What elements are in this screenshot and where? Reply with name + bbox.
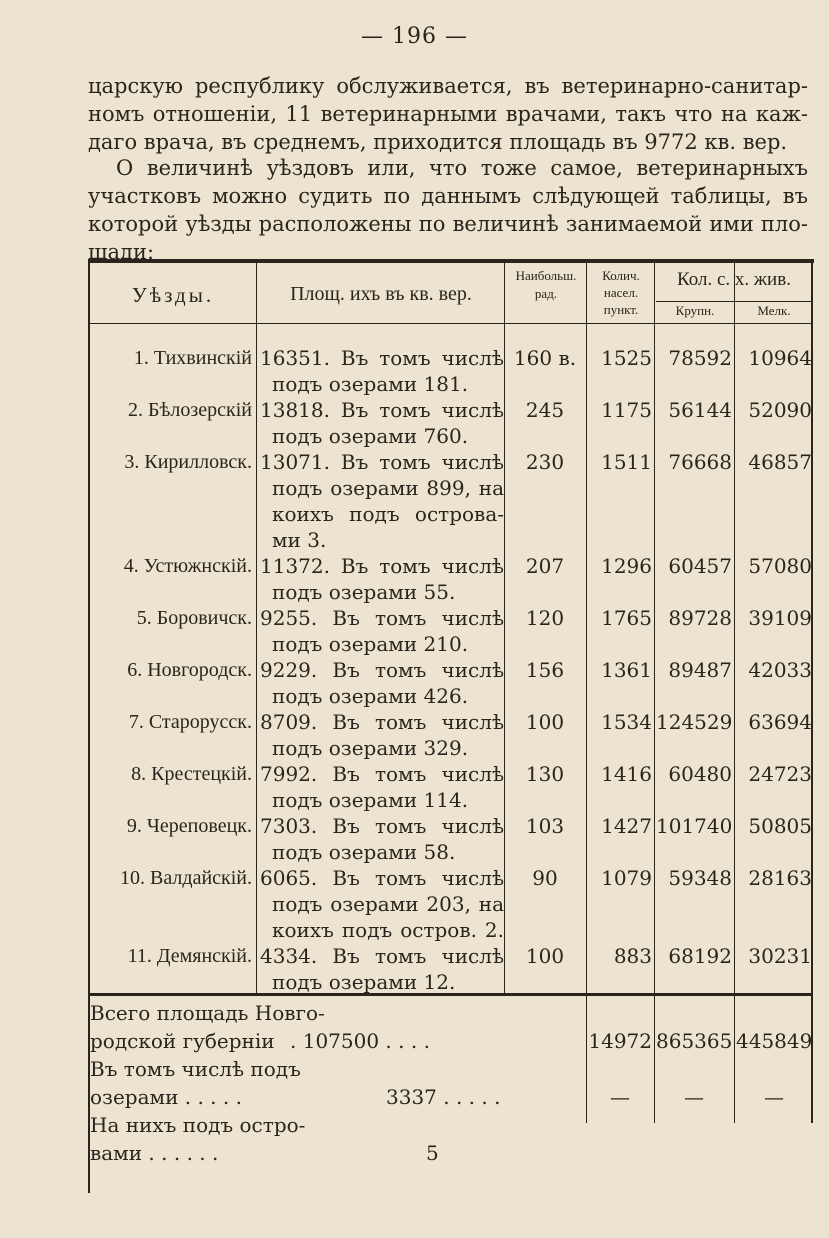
cell-radius: 100 bbox=[525, 944, 565, 968]
cell-area bbox=[260, 345, 504, 397]
cell-small: 39109 bbox=[748, 606, 812, 630]
totals-value: 5 bbox=[426, 1141, 439, 1165]
text-line: О величинѣ уѣздовъ или, что тоже самое, ветеринарныхъ bbox=[116, 156, 808, 180]
cell-radius: 120 bbox=[525, 606, 565, 630]
header-livestock: Кол. с. х. жив. bbox=[677, 269, 791, 290]
cell-uezd: 1. Тихвинскій bbox=[133, 347, 252, 369]
header-text: рад. bbox=[534, 286, 558, 301]
cell-area bbox=[260, 657, 504, 709]
cell-uezd: 9. Череповецк. bbox=[126, 815, 252, 837]
area-line: подъ озерами 55. bbox=[272, 580, 456, 604]
cell-radius: 130 bbox=[525, 762, 565, 786]
cell-uezd: 8. Крестецкій. bbox=[131, 763, 252, 785]
totals-line: Всего площадь Новго- bbox=[90, 1001, 325, 1025]
header-points bbox=[588, 267, 654, 318]
paragraph-1 bbox=[88, 72, 808, 156]
header-uezd: Уѣзды. bbox=[131, 283, 215, 307]
totals-line: озерами . . . . . bbox=[90, 1085, 242, 1109]
area-line: подъ озерами 210. bbox=[272, 632, 469, 656]
cell-points: 1427 bbox=[601, 814, 652, 838]
area-line: 7992. Въ томъ числѣ bbox=[260, 762, 504, 786]
cell-small: 10964 bbox=[748, 346, 812, 370]
area-line: подъ озерами 899, на bbox=[272, 476, 504, 500]
cell-small: 50805 bbox=[748, 814, 812, 838]
area-line: 13818. Въ томъ числѣ bbox=[260, 398, 504, 422]
cell-points: 1765 bbox=[601, 606, 652, 630]
area-line: 8709. Въ томъ числѣ bbox=[260, 710, 504, 734]
cell-large: 60457 bbox=[668, 554, 732, 578]
totals-line: вами . . . . . . bbox=[90, 1141, 219, 1165]
dash-large: — bbox=[684, 1085, 704, 1109]
cell-points: 1296 bbox=[601, 554, 652, 578]
cell-points: 1416 bbox=[601, 762, 652, 786]
cell-radius: 100 bbox=[525, 710, 565, 734]
header-text: Наибольш. bbox=[515, 268, 577, 283]
cell-uezd: 6. Новгородск. bbox=[127, 659, 252, 681]
text-line: даго врача, въ среднемъ, приходится площадь въ 9772 кв. вер. bbox=[88, 130, 788, 154]
area-line: подъ озерами 426. bbox=[272, 684, 469, 708]
area-line: коихъ подъ остров. 2. bbox=[272, 918, 504, 942]
area-line: 11372. Въ томъ числѣ bbox=[260, 554, 504, 578]
cell-small: 57080 bbox=[748, 554, 812, 578]
cell-area bbox=[260, 943, 504, 995]
cell-large: 101740 bbox=[656, 814, 733, 838]
cell-small: 42033 bbox=[748, 658, 812, 682]
cell-radius: 90 bbox=[532, 866, 558, 890]
area-line: 6065. Въ томъ числѣ bbox=[260, 866, 504, 890]
area-line: коихъ подъ острова- bbox=[272, 502, 504, 526]
cell-uezd: 7. Старорусск. bbox=[128, 711, 252, 733]
header-text: Колич. bbox=[602, 268, 640, 283]
cell-large: 68192 bbox=[668, 944, 732, 968]
cell-radius: 207 bbox=[525, 554, 565, 578]
text-line: номъ отношеніи, 11 ветеринарными врачами, такъ что на каж- bbox=[88, 102, 808, 126]
totals-value: . 107500 . . . . bbox=[290, 1029, 430, 1053]
area-line: 4334. Въ томъ числѣ bbox=[260, 944, 504, 968]
area-line: 13071. Въ томъ числѣ bbox=[260, 450, 504, 474]
cell-points: 1534 bbox=[601, 710, 652, 734]
cell-large: 56144 bbox=[668, 398, 732, 422]
cell-radius: 230 bbox=[525, 450, 565, 474]
header-radius bbox=[506, 267, 586, 303]
header-text: пункт. bbox=[603, 302, 639, 317]
cell-small: 28163 bbox=[748, 866, 812, 890]
cell-points: 1511 bbox=[601, 450, 652, 474]
header-large: Крупн. bbox=[675, 303, 715, 318]
cell-uezd: 5. Боровичск. bbox=[136, 607, 252, 629]
districts-table bbox=[88, 259, 814, 1193]
cell-large: 89487 bbox=[668, 658, 732, 682]
cell-uezd: 10. Валдайскій. bbox=[120, 867, 252, 889]
area-line: подъ озерами 760. bbox=[272, 424, 469, 448]
totals-small: 445849 bbox=[736, 1029, 813, 1053]
cell-area bbox=[260, 813, 504, 865]
totals-line: На нихъ подъ остро- bbox=[90, 1113, 306, 1137]
cell-points: 1525 bbox=[601, 346, 652, 370]
cell-area bbox=[260, 865, 504, 943]
column-divider bbox=[504, 263, 505, 993]
area-line: 16351. Въ томъ числѣ bbox=[260, 346, 504, 370]
totals-large: 865365 bbox=[656, 1029, 733, 1053]
totals-value: 3337 . . . . . bbox=[386, 1085, 501, 1109]
totals-line: родской губерніи bbox=[90, 1029, 275, 1053]
cell-radius: 103 bbox=[525, 814, 565, 838]
cell-large: 60480 bbox=[668, 762, 732, 786]
totals-points: 14972 bbox=[588, 1029, 652, 1053]
cell-small: 63694 bbox=[748, 710, 812, 734]
cell-area bbox=[260, 449, 504, 553]
area-line: подъ озерами 12. bbox=[272, 970, 456, 994]
header-text: насел. bbox=[603, 285, 639, 300]
area-line: 9255. Въ томъ числѣ bbox=[260, 606, 504, 630]
cell-points: 1175 bbox=[601, 398, 652, 422]
cell-uezd: 3. Кирилловск. bbox=[124, 451, 252, 473]
text-line: участковъ можно судить по даннымъ слѣдующей таблицы, въ bbox=[88, 184, 808, 208]
cell-radius: 245 bbox=[525, 398, 565, 422]
cell-radius: 156 bbox=[525, 658, 565, 682]
area-line: 7303. Въ томъ числѣ bbox=[260, 814, 504, 838]
header-area: Площ. ихъ въ кв. вер. bbox=[290, 283, 472, 305]
cell-large: 59348 bbox=[668, 866, 732, 890]
dash-small: — bbox=[764, 1085, 784, 1109]
text-line: щади: bbox=[88, 240, 155, 264]
cell-radius: 160 в. bbox=[513, 346, 577, 370]
text-line: которой уѣзды расположены по величинѣ занимаемой ими пло- bbox=[88, 212, 808, 236]
page-number: — 196 — bbox=[361, 24, 468, 49]
cell-large: 124529 bbox=[656, 710, 733, 734]
cell-area bbox=[260, 761, 504, 813]
cell-points: 883 bbox=[613, 944, 652, 968]
cell-large: 78592 bbox=[668, 346, 732, 370]
cell-area bbox=[260, 397, 504, 449]
cell-uezd: 4. Устюжнскій. bbox=[123, 555, 252, 577]
cell-area bbox=[260, 605, 504, 657]
header-subrule bbox=[656, 301, 812, 302]
cell-large: 76668 bbox=[668, 450, 732, 474]
header-rule bbox=[90, 323, 812, 324]
column-divider bbox=[256, 263, 257, 993]
cell-small: 46857 bbox=[748, 450, 812, 474]
dash-points: — bbox=[610, 1085, 630, 1109]
cell-points: 1079 bbox=[601, 866, 652, 890]
totals-line: Въ томъ числѣ подъ bbox=[90, 1057, 301, 1081]
cell-small: 52090 bbox=[748, 398, 812, 422]
area-line: 9229. Въ томъ числѣ bbox=[260, 658, 504, 682]
header-small: Мелк. bbox=[757, 303, 791, 318]
cell-small: 24723 bbox=[748, 762, 812, 786]
cell-large: 89728 bbox=[668, 606, 732, 630]
area-line: подъ озерами 181. bbox=[272, 372, 469, 396]
cell-points: 1361 bbox=[601, 658, 652, 682]
area-line: подъ озерами 329. bbox=[272, 736, 469, 760]
cell-area bbox=[260, 709, 504, 761]
cell-uezd: 2. Бѣлозерскій bbox=[128, 399, 252, 421]
area-line: ми 3. bbox=[272, 528, 327, 552]
paragraph-2 bbox=[88, 154, 808, 266]
area-line: подъ озерами 58. bbox=[272, 840, 456, 864]
area-line: подъ озерами 114. bbox=[272, 788, 469, 812]
cell-area bbox=[260, 553, 504, 605]
cell-small: 30231 bbox=[748, 944, 812, 968]
text-line: царскую республику обслуживается, въ ветеринарно-санитар- bbox=[88, 74, 808, 98]
area-line: подъ озерами 203, на bbox=[272, 892, 504, 916]
cell-uezd: 11. Демянскій. bbox=[127, 945, 252, 967]
